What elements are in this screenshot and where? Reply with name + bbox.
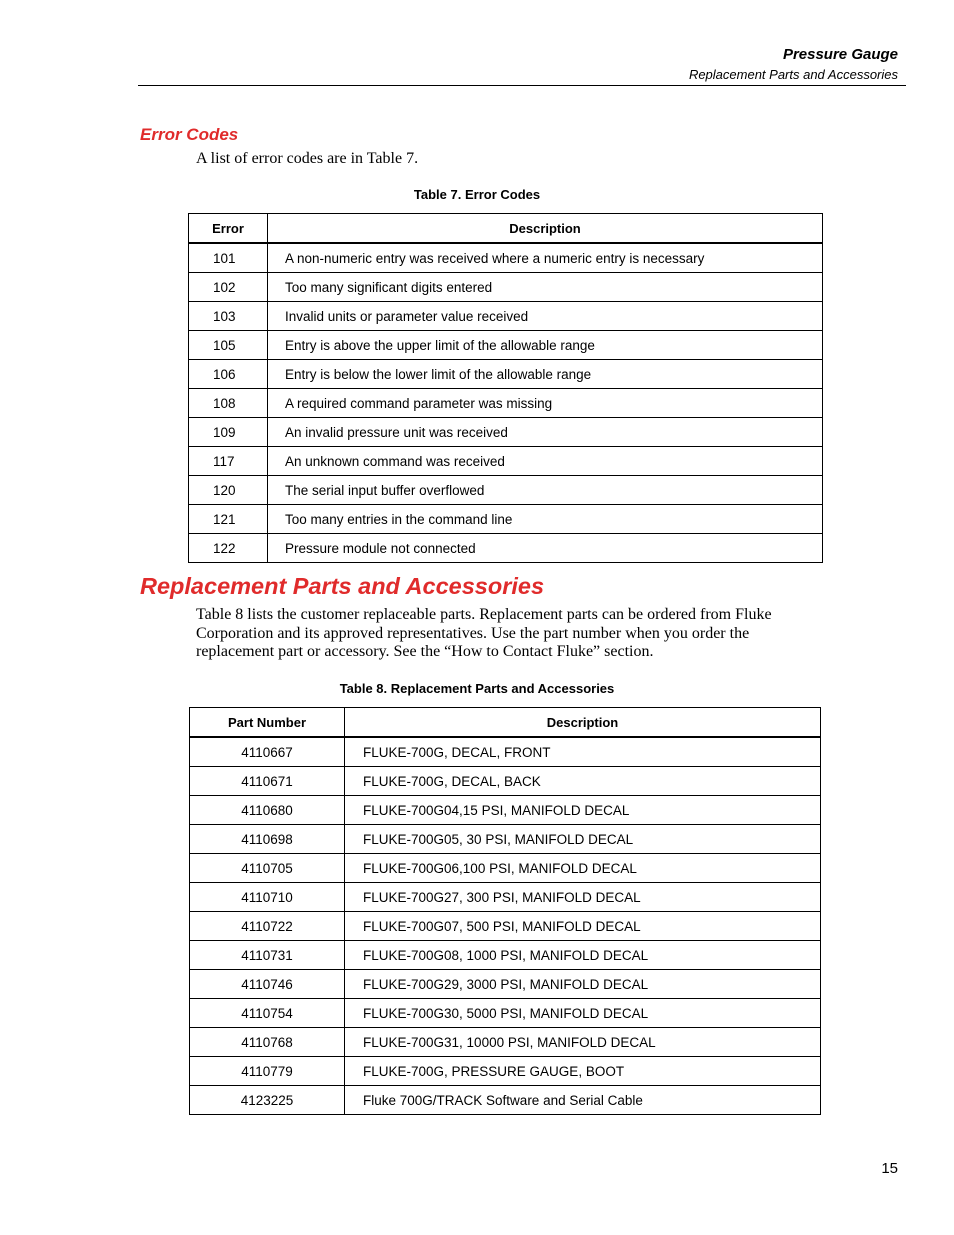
- column-header-description: Description: [268, 214, 823, 244]
- table-row: [190, 912, 821, 941]
- running-header-title: Pressure Gauge: [782, 46, 898, 63]
- part-number-cell: 4110722: [190, 912, 345, 941]
- error-description-cell: A required command parameter was missing: [268, 389, 823, 418]
- table-row: [189, 505, 823, 534]
- part-number-cell: 4110698: [190, 825, 345, 854]
- table-row: [190, 1086, 821, 1115]
- error-code-cell: 109: [189, 418, 268, 447]
- error-description-cell: An unknown command was received: [268, 447, 823, 476]
- column-header-description: Description: [345, 708, 821, 738]
- part-description-cell: FLUKE-700G04,15 PSI, MANIFOLD DECAL: [345, 796, 821, 825]
- part-number-cell: 4123225: [190, 1086, 345, 1115]
- table-row: [189, 418, 823, 447]
- error-code-cell: 101: [189, 243, 268, 273]
- error-code-cell: 117: [189, 447, 268, 476]
- part-description-cell: FLUKE-700G, DECAL, BACK: [345, 767, 821, 796]
- table-row: [189, 476, 823, 505]
- table-row: [189, 447, 823, 476]
- error-code-cell: 106: [189, 360, 268, 389]
- error-description-cell: Entry is above the upper limit of the allowable range: [268, 331, 823, 360]
- running-header-subtitle: Replacement Parts and Accessories: [688, 67, 898, 82]
- part-description-cell: FLUKE-700G07, 500 PSI, MANIFOLD DECAL: [345, 912, 821, 941]
- table-row: [190, 767, 821, 796]
- error-codes-table-body: [189, 243, 823, 563]
- part-number-cell: 4110705: [190, 854, 345, 883]
- table-row: [190, 825, 821, 854]
- table-header-row: [190, 708, 821, 738]
- error-description-cell: Pressure module not connected: [268, 534, 823, 563]
- part-number-cell: 4110671: [190, 767, 345, 796]
- table8-caption: Table 8. Replacement Parts and Accessories: [339, 681, 615, 696]
- part-number-cell: 4110680: [190, 796, 345, 825]
- part-description-cell: FLUKE-700G, PRESSURE GAUGE, BOOT: [345, 1057, 821, 1086]
- error-codes-intro: A list of error codes are in Table 7.: [196, 150, 419, 167]
- table-row: [190, 941, 821, 970]
- table7-caption: Table 7. Error Codes: [413, 187, 541, 202]
- part-description-cell: FLUKE-700G05, 30 PSI, MANIFOLD DECAL: [345, 825, 821, 854]
- part-description-cell: FLUKE-700G06,100 PSI, MANIFOLD DECAL: [345, 854, 821, 883]
- error-description-cell: A non-numeric entry was received where a numeric entry is necessary: [268, 243, 823, 273]
- table-row: [189, 534, 823, 563]
- part-number-cell: 4110746: [190, 970, 345, 999]
- error-description-cell: An invalid pressure unit was received: [268, 418, 823, 447]
- table-row: [190, 737, 821, 767]
- part-number-cell: 4110710: [190, 883, 345, 912]
- error-description-cell: Invalid units or parameter value received: [268, 302, 823, 331]
- replacement-parts-table-body: [190, 737, 821, 1115]
- part-description-cell: FLUKE-700G, DECAL, FRONT: [345, 737, 821, 767]
- table-row: [189, 389, 823, 418]
- part-description-cell: FLUKE-700G08, 1000 PSI, MANIFOLD DECAL: [345, 941, 821, 970]
- table-row: [189, 360, 823, 389]
- error-description-cell: Entry is below the lower limit of the allowable range: [268, 360, 823, 389]
- error-code-cell: 120: [189, 476, 268, 505]
- table-row: [190, 796, 821, 825]
- table-row: [190, 854, 821, 883]
- part-description-cell: FLUKE-700G30, 5000 PSI, MANIFOLD DECAL: [345, 999, 821, 1028]
- part-number-cell: 4110779: [190, 1057, 345, 1086]
- table-row: [190, 1028, 821, 1057]
- part-description-cell: FLUKE-700G29, 3000 PSI, MANIFOLD DECAL: [345, 970, 821, 999]
- replacement-parts-table: [189, 707, 821, 1115]
- error-description-cell: Too many significant digits entered: [268, 273, 823, 302]
- part-description-cell: FLUKE-700G31, 10000 PSI, MANIFOLD DECAL: [345, 1028, 821, 1057]
- error-code-cell: 102: [189, 273, 268, 302]
- error-code-cell: 108: [189, 389, 268, 418]
- part-number-cell: 4110667: [190, 737, 345, 767]
- column-header-error: Error: [189, 214, 268, 244]
- table-row: [190, 883, 821, 912]
- part-number-cell: 4110754: [190, 999, 345, 1028]
- error-code-cell: 105: [189, 331, 268, 360]
- column-header-part-number: Part Number: [190, 708, 345, 738]
- header-rule: [138, 85, 906, 86]
- table-row: [190, 970, 821, 999]
- table-row: [190, 999, 821, 1028]
- error-code-cell: 122: [189, 534, 268, 563]
- table-row: [190, 1057, 821, 1086]
- replacement-parts-heading: Replacement Parts and Accessories: [140, 573, 545, 599]
- error-code-cell: 103: [189, 302, 268, 331]
- error-description-cell: The serial input buffer overflowed: [268, 476, 823, 505]
- table-row: [189, 331, 823, 360]
- table-header-row: [189, 214, 823, 244]
- page-number: 15: [881, 1160, 898, 1177]
- table-row: [189, 302, 823, 331]
- table-row: [189, 273, 823, 302]
- part-description-cell: FLUKE-700G27, 300 PSI, MANIFOLD DECAL: [345, 883, 821, 912]
- table-row: [189, 243, 823, 273]
- part-number-cell: 4110731: [190, 941, 345, 970]
- part-description-cell: Fluke 700G/TRACK Software and Serial Cable: [345, 1086, 821, 1115]
- error-codes-table: [188, 213, 823, 563]
- replacement-parts-intro: Table 8 lists the customer replaceable parts. Replacement parts can be ordered from Fluke Corporation and its approved representatives. Use the part number when you order the replacement part or accessory. See the “How to Contact Fluke” section.: [196, 606, 772, 660]
- error-description-cell: Too many entries in the command line: [268, 505, 823, 534]
- error-codes-heading: Error Codes: [140, 125, 239, 144]
- part-number-cell: 4110768: [190, 1028, 345, 1057]
- error-code-cell: 121: [189, 505, 268, 534]
